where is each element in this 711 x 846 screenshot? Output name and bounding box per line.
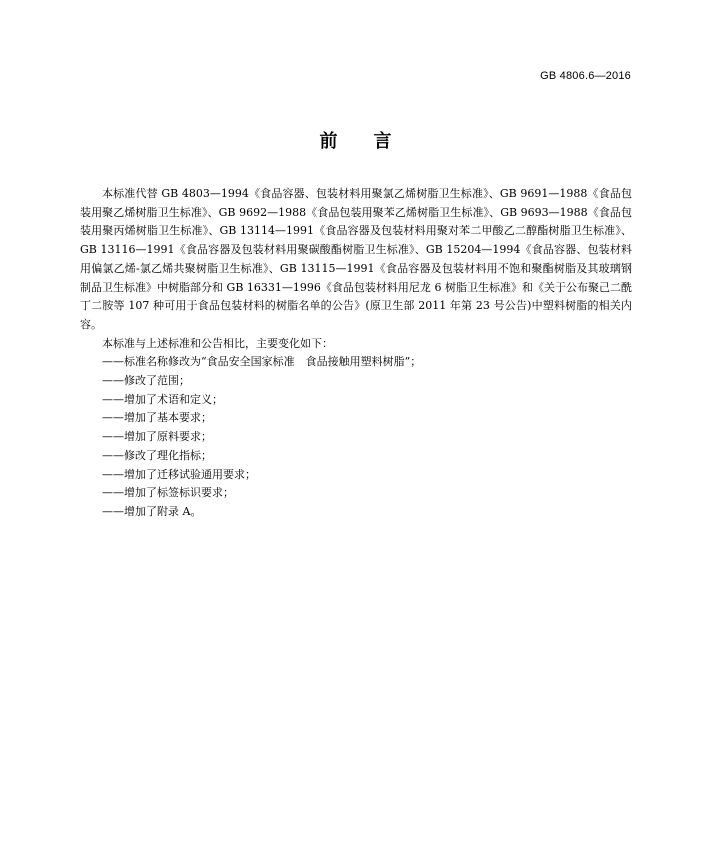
change-item: ——增加了基本要求； <box>102 411 212 425</box>
comparison-intro: 本标准与上述标准和公告相比，主要变化如下： <box>102 336 333 350</box>
document-body <box>80 185 632 522</box>
change-item: ——增加了原料要求； <box>102 430 212 444</box>
change-list <box>80 353 632 521</box>
change-item: ——增加了标签标识要求； <box>102 486 234 500</box>
replacement-paragraph: 本标准代替 GB 4803—1994《食品容器、包装材料用聚氯乙烯树脂卫生标准》、GB 9691—1988《食品包装用聚乙烯树脂卫生标准》、GB 9692—1988《食品包装用聚苯乙烯树脂卫生标准》、GB 9693—1988《食品包装用聚丙烯树脂卫生标准》、GB 13114—1991《食品容器及包装材料用聚对苯二甲酸乙二醇酯树脂卫生标准》、GB 13116—1991《食品容器及包装材料用聚碳酸酯树脂卫生标准》、GB 15204—1994《食品容器、包装材料用偏氯乙烯-氯乙烯共聚树脂卫生标准》、GB 13115—1991《食品容器及包装材料用不饱和聚酯树脂及其玻璃钢制品卫生标准》中树脂部分和 GB 16331—1996《食品包装材料用尼龙 6 树脂卫生标准》和《关于公布聚己二酰丁二胺等 107 种可用于食品包装材料的树脂名单的公告》(原卫生部 2011 年第 23 号公告)中塑料树脂的相关内容。 <box>80 187 632 331</box>
page-title: 前 言 <box>319 131 392 152</box>
change-item: ——增加了术语和定义； <box>102 392 223 406</box>
change-item: ——修改了范围； <box>102 374 190 388</box>
change-item: ——增加了迁移试验通用要求； <box>102 467 256 481</box>
standard-code: GB 4806.6—2016 <box>540 70 631 82</box>
change-item: ——增加了附录 A。 <box>102 504 202 518</box>
change-item: ——修改了理化指标； <box>102 448 212 462</box>
change-item: ——标准名称修改为“食品安全国家标准 食品接触用塑料树脂”； <box>102 355 422 369</box>
